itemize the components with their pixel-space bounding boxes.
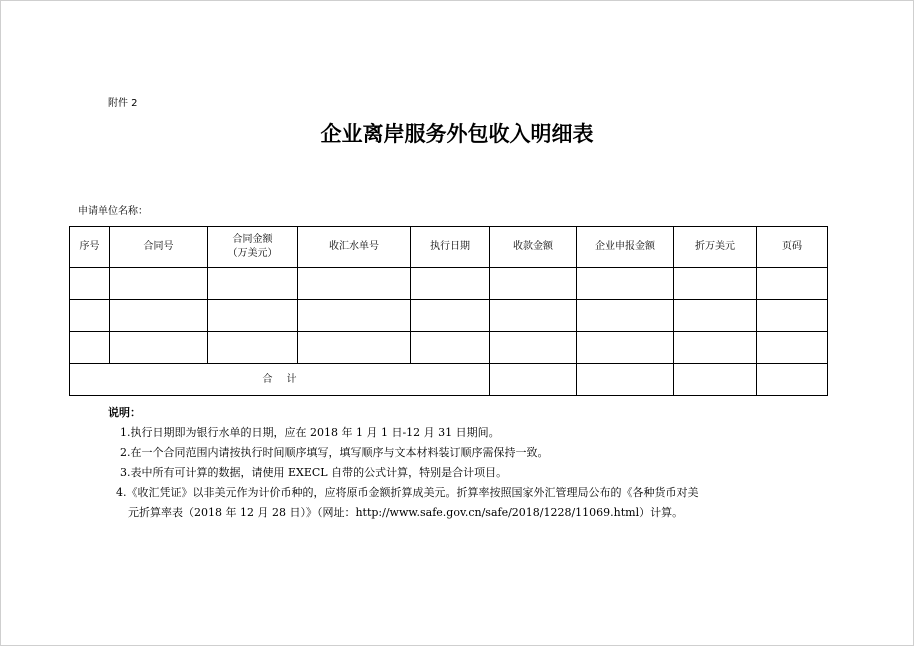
total-usd-cell[interactable] <box>674 364 757 396</box>
table-row <box>70 300 828 332</box>
header-contract-amount-line1: 合同金额 <box>232 234 273 245</box>
total-declared-cell[interactable] <box>577 364 674 396</box>
total-page-cell[interactable] <box>757 364 828 396</box>
header-seq: 序号 <box>70 227 110 268</box>
table-header-row <box>70 227 828 268</box>
total-label: 合计 <box>262 373 311 385</box>
note-item: 1.执行日期即为银行水单的日期，应在 2018 年 1 月 1 日-12 月 31 日期间。 <box>120 426 500 439</box>
note-item: 2.在一个合同范围内请按执行时间顺序填写，填写顺序与文本材料装订顺序需保持一致。 <box>120 446 549 459</box>
table-cell[interactable] <box>298 332 411 364</box>
notes-heading: 说明： <box>108 406 141 419</box>
table-cell[interactable] <box>490 300 577 332</box>
total-label-cell <box>70 364 490 396</box>
header-contract-amount-line2: （万美元） <box>227 248 278 259</box>
income-detail-table <box>69 226 828 396</box>
page-title: 企业离岸服务外包收入明细表 <box>320 121 594 146</box>
table-cell[interactable] <box>208 268 298 300</box>
table-cell[interactable] <box>70 300 110 332</box>
table-cell[interactable] <box>490 332 577 364</box>
table-cell[interactable] <box>674 300 757 332</box>
total-received-cell[interactable] <box>490 364 577 396</box>
table-cell[interactable] <box>298 268 411 300</box>
table-row <box>70 332 828 364</box>
table-cell[interactable] <box>411 332 490 364</box>
table-cell[interactable] <box>208 300 298 332</box>
table-cell[interactable] <box>490 268 577 300</box>
table-cell[interactable] <box>208 332 298 364</box>
table-cell[interactable] <box>411 300 490 332</box>
header-page-no: 页码 <box>757 227 828 268</box>
header-contract-no: 合同号 <box>110 227 208 268</box>
table-cell[interactable] <box>757 268 828 300</box>
header-contract-amount <box>208 227 298 268</box>
table-cell[interactable] <box>757 300 828 332</box>
table-cell[interactable] <box>110 332 208 364</box>
table-cell[interactable] <box>110 268 208 300</box>
table-cell[interactable] <box>298 300 411 332</box>
table-cell[interactable] <box>577 268 674 300</box>
table-cell[interactable] <box>110 300 208 332</box>
note-item: 3.表中所有可计算的数据，请使用 EXECL 自带的公式计算，特别是合计项目。 <box>120 466 508 479</box>
attachment-label: 附件 2 <box>108 98 138 109</box>
table-cell[interactable] <box>674 332 757 364</box>
header-declared-amount: 企业申报金额 <box>577 227 674 268</box>
table-cell[interactable] <box>757 332 828 364</box>
notes-section <box>108 403 816 523</box>
table-cell[interactable] <box>70 268 110 300</box>
table-cell[interactable] <box>577 300 674 332</box>
note-item <box>108 483 816 523</box>
table-row <box>70 268 828 300</box>
table-cell[interactable] <box>577 332 674 364</box>
header-usd-amount: 折万美元 <box>674 227 757 268</box>
table-total-row <box>70 364 828 396</box>
note-item-4-line2: 元折算率表（2018 年 12 月 28 日）》（网址：http://www.safe.gov.cn/safe/2018/1228/11069.html）计算。 <box>128 506 684 519</box>
applicant-label: 申请单位名称： <box>78 206 148 217</box>
table-cell[interactable] <box>674 268 757 300</box>
table-cell[interactable] <box>70 332 110 364</box>
note-item-4-line1: 4.《收汇凭证》以非美元作为计价币种的，应将原币金额折算成美元。折算率按照国家外汇管理局公布的《各种货币对美 <box>116 486 699 499</box>
header-received-amount: 收款金额 <box>490 227 577 268</box>
header-exec-date: 执行日期 <box>411 227 490 268</box>
header-receipt-no: 收汇水单号 <box>298 227 411 268</box>
table-cell[interactable] <box>411 268 490 300</box>
